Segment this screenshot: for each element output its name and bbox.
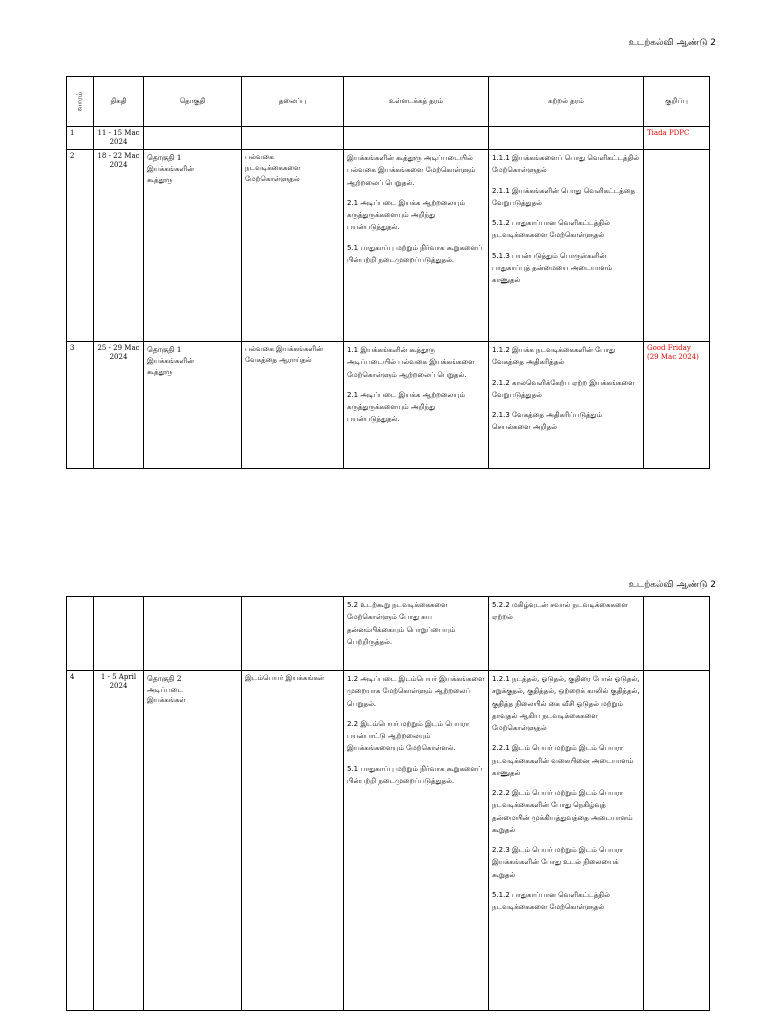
schedule-table-2: [66, 596, 710, 1011]
learning-standard-item: 1.2.1 நடத்தல், ஓடுதல், குதிரை போல் ஓடுதல், சறுக்குதல், குதித்தல், ஒற்றைக் காலில் குதித்தல், குதித்த நிலையில் கை வீசி ஓடுதல் மற்றும் தாவுதல் ஆகிய நடவடிக்கைகளை மேற்கொள்ளுதல்: [492, 675, 640, 732]
learning-standard-item: 1.1.1 இயக்கங்களைப் பொது வெளிகட்டத்தில் மேற்கொள்ளுதல்: [492, 154, 640, 175]
date-cell: [94, 597, 144, 671]
header-date: திகதி: [94, 77, 144, 127]
week-number: 4: [70, 673, 75, 681]
learning-standard-item: 2.2.1 இடம் பெயர் மற்றும் இடம் பெயரா நடவடிக்கைகளின் வகையினை அடையாளம் காணுதல்: [492, 744, 634, 777]
table-row: [67, 342, 710, 469]
learning-standard-item: 5.1.2 பாதுகாப்பான வெளிகட்டத்தில் நடவடிக்கைகளை மேற்கொள்ளுதல்: [492, 219, 610, 240]
header-title: தலைப்பு: [242, 77, 344, 127]
week-number: 1: [70, 129, 75, 137]
header-remarks: குறிப்பு: [644, 77, 710, 127]
remarks-cell: [644, 342, 710, 469]
remark-line: (29 Mac 2024): [647, 353, 699, 362]
date-line: 2024: [109, 161, 128, 170]
date-line: 18 - 22 Mac: [97, 152, 140, 161]
learning-standard-cell: [489, 597, 644, 671]
content-standard-item: 1.2 அடிப்படை இடம்பெயர் இயக்கங்களை முறையாக மேற்கொள்ளும் ஆற்றலைப் பெறுதல்.: [347, 675, 485, 708]
learning-standard-item: 2.1.1 இயக்கங்களின் பொது வெளிகட்டத்தை வேறுபடுத்துதல்: [492, 186, 636, 207]
learning-standard-item: 5.1.3 பயன்படுத்தும் பொருள்களின் பாதுகாப்புத் தன்மையை அடையாளம் காணுதல்: [492, 251, 613, 285]
learning-standard-item: 5.1.2 பாதுகாப்பான வெளிகட்டத்தில் நடவடிக்கைகளை மேற்கொள்ளுதல்: [492, 890, 610, 911]
week-cell: [67, 342, 94, 469]
content-standard-cell: [344, 342, 489, 469]
remarks-cell: [644, 671, 710, 1011]
page-header-2: உடற்கல்வி ஆண்டு 2: [628, 580, 716, 590]
week-number: 2: [70, 152, 75, 161]
date-line: 1 - 5 April: [100, 673, 137, 681]
unit-line: தொகுதி 1: [147, 345, 182, 355]
learning-standard-item: 5.2.2 மகிழ்வுடன் சவால் நடவடிக்கைகளை ஏற்றல்: [492, 601, 628, 622]
content-standard-cell: [344, 150, 489, 342]
learning-standard-item: 2.1.2 காலவெளிக்கேற்ப ஏற்ற இயக்கங்களை வேறுபடுத்துதல்: [492, 378, 635, 399]
table-row: [67, 127, 710, 150]
header-content-standard: உள்ளடக்கத் தரம்: [344, 77, 489, 127]
date-line: 2024: [109, 353, 128, 362]
date-line: 11 - 15 Mac: [97, 129, 140, 137]
remarks-cell: [644, 150, 710, 342]
week-cell: [67, 597, 94, 671]
unit-line: இயக்கங்கள்: [147, 696, 186, 705]
unit-line: கூத்தூரு: [147, 367, 173, 376]
unit-line: கூத்தூரு: [147, 175, 173, 184]
unit-line: தொகுதி 2: [147, 674, 182, 683]
table-row: [67, 671, 710, 1011]
title-line: இடம்பெயர் இயக்கங்கள்: [245, 674, 325, 682]
learning-standard-item: 2.2.3 இடம் பெயர் மற்றும் இடம் பெயரா இயக்கங்களின் போது உடல் நிலையைக் கூறுதல்: [492, 846, 624, 879]
content-standard-item: 2.1 அடிப்படை இயக்க ஆற்றலையும் கருத்துருக்களையும் அறிந்து பயன்படுத்துதல்.: [347, 390, 465, 424]
title-line: வேகத்தை ஆராய்தல்: [245, 356, 312, 365]
unit-line: இயக்கங்களின்: [147, 164, 194, 173]
header-week: வாரம்: [67, 77, 94, 127]
table-row: [67, 597, 710, 671]
date-line: 2024: [109, 138, 128, 147]
unit-cell: [144, 671, 242, 1011]
content-standard-item: 2.1 அடிப்படை இயக்க ஆற்றலையும் கருத்துருக்களையும் அறிந்து பயன்படுத்துதல்.: [347, 198, 465, 232]
date-cell: [94, 150, 144, 342]
content-standard-cell: [344, 597, 489, 671]
title-cell: [242, 150, 344, 342]
unit-cell: [144, 597, 242, 671]
unit-cell: [144, 150, 242, 342]
content-standard-item: 5.2 உடற்கூறு நடவடிக்கைகளை மேற்கொள்ளும் போது சுய தன்னம்பிக்கையும் பொறுப்பையும் பெற்றிருத்தல்.: [347, 601, 456, 646]
date-cell: [94, 342, 144, 469]
learning-standard-item: 2.1.3 வேகத்தை அதிகரிப்படுத்தும் செயல்களை அறிதல்: [492, 411, 603, 432]
title-cell: [242, 342, 344, 469]
content-standard-cell: [344, 127, 489, 150]
remark-line: Tiada PDPC: [647, 129, 690, 137]
date-line: 2024: [109, 682, 128, 691]
title-cell: [242, 127, 344, 150]
title-line: பல்வகை: [245, 153, 274, 162]
learning-standard-cell: [489, 671, 644, 1011]
title-line: பல்வகை இயக்கங்களின்: [245, 345, 323, 354]
week-cell: [67, 127, 94, 150]
unit-line: இயக்கங்களின்: [147, 356, 194, 365]
table-row: [67, 150, 710, 342]
title-line: நடவடிக்கைகளை: [245, 164, 301, 173]
unit-line: அடிப்படை: [147, 685, 183, 694]
content-standard-item: 2.2 இடம்பெயர் மற்றும் இடம் பெயரா பயன்பாட்டு ஆற்றலையும் இயக்கங்களையும் மேற்கொள்ளல்.: [347, 719, 470, 753]
header-learning-standard: கற்றல் தரம்: [489, 77, 644, 127]
week-number: 3: [70, 344, 75, 353]
title-cell: [242, 671, 344, 1011]
content-standard-item: 1.1 இயக்கங்களின் கூத்தூரு அடிப்படையில் பல்வகை இயக்கங்களை மேற்கொள்ளும் ஆற்றலைப் பெறுதல்.: [347, 346, 475, 379]
content-standard-item: 5.1 பாதுகாப்பு மற்றும் நிர்வாக கூறுகளைப் பின்பற்றி நடைமுறைப்படுத்துதல்.: [347, 764, 483, 785]
unit-line: தொகுதி 1: [147, 153, 182, 163]
remarks-cell: [644, 597, 710, 671]
week-cell: [67, 150, 94, 342]
schedule-body-1: [67, 127, 710, 469]
unit-cell: [144, 127, 242, 150]
schedule-body-2: [67, 597, 710, 1011]
learning-standard-item: 2.2.2 இடம் பெயர் மற்றும் இடம் பெயரா நடவடிக்கைகளின் போது நெகிழ்வுத் தன்மையின் முக்கியத்துவத்தை அடையாளம் கூறுதல்: [492, 789, 633, 834]
date-line: 25 - 29 Mac: [97, 344, 140, 353]
date-cell: [94, 671, 144, 1011]
title-cell: [242, 597, 344, 671]
learning-standard-item: 1.1.2 இயக்க நடவடிக்கைகளின் போது வேகத்தை அதிகரித்தல்: [492, 346, 616, 367]
remark-line: Good Friday: [647, 344, 691, 353]
header-unit: தொகுதி: [144, 77, 242, 127]
date-cell: [94, 127, 144, 150]
content-standard-cell: [344, 671, 489, 1011]
week-cell: [67, 671, 94, 1011]
remarks-cell: [644, 127, 710, 150]
content-standard-item: 5.1 பாதுகாப்பு மற்றும் நிர்வாக கூறுகளைப் பின்பற்றி நடைமுறைப்படுத்துதல்.: [347, 243, 483, 264]
schedule-table-1: [66, 76, 710, 469]
title-line: மேற்கொள்ளுதல்: [245, 174, 300, 183]
page-header-1: உடற்கல்வி ஆண்டு 2: [628, 38, 716, 48]
unit-cell: [144, 342, 242, 469]
learning-standard-cell: [489, 342, 644, 469]
learning-standard-cell: [489, 127, 644, 150]
content-standard-item: இயக்கங்களின் கூத்தூரு அடிப்படையில் பல்வகை இயக்கங்களை மேற்கொள்ளும் ஆற்றலைப் பெறுதல்.: [347, 154, 476, 187]
learning-standard-cell: [489, 150, 644, 342]
